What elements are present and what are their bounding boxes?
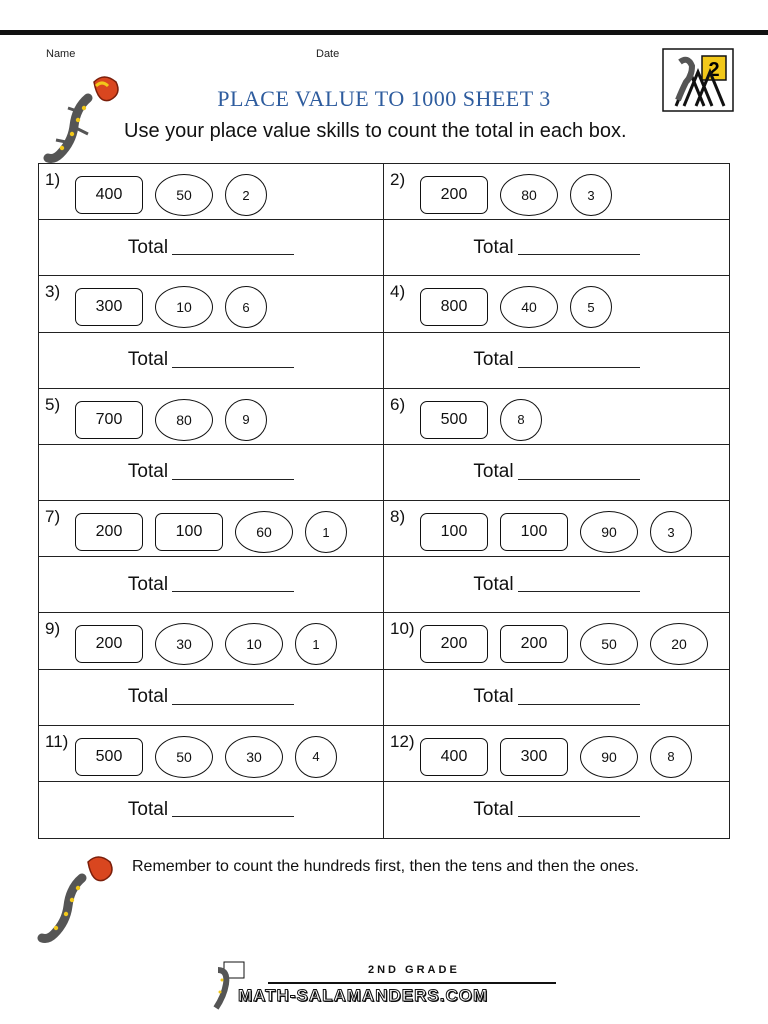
hundreds-box: 100 [420,513,488,551]
problem-cell [384,164,729,220]
hundreds-box: 200 [75,513,143,551]
total-cell [39,333,384,389]
ones-tens-circle: 8 [650,736,692,778]
ones-tens-circle: 3 [650,511,692,553]
place-value-items [75,736,337,778]
problem-number: 3) [45,282,61,302]
ones-tens-circle: 90 [580,511,638,553]
problem-number: 9) [45,619,61,639]
reminder-text: Remember to count the hundreds first, then the tens and then the ones. [132,858,639,875]
ones-tens-circle: 30 [225,736,283,778]
answer-line[interactable] [518,465,640,480]
total-label: Total [127,349,169,371]
ones-tens-circle: 5 [570,286,612,328]
place-value-items [420,174,612,216]
problem-number: 10) [390,619,415,639]
date-label: Date [316,48,340,60]
salamander-icon [36,64,136,164]
total-cell [39,557,384,613]
page-title: PLACE VALUE TO 1000 SHEET 3 [217,86,551,111]
problem-number: 1) [45,170,61,189]
total-label: Total [473,236,514,258]
total-cell [384,557,729,613]
ones-tens-circle: 80 [155,399,213,441]
place-value-items [75,511,347,553]
problem-number: 11) [45,731,69,751]
hundreds-box: 200 [420,176,488,214]
place-value-items [75,623,337,665]
ones-tens-circle: 40 [500,286,558,328]
ones-tens-circle: 80 [500,174,558,216]
instructions: Use your place value skills to count the total in each box. [124,120,627,142]
problem-cell [39,276,384,332]
hundreds-box: 300 [500,738,568,776]
problem-cell [384,276,729,332]
place-value-items [75,286,267,328]
total-cell [39,670,384,726]
name-label: Name [46,48,76,60]
total-cell [384,670,729,726]
total-cell [384,782,729,838]
place-value-items [420,511,692,553]
ones-tens-circle: 10 [225,623,283,665]
total-cell [39,782,384,838]
problem-cell [384,501,729,557]
ones-tens-circle: 20 [650,623,708,665]
top-rule [0,30,768,35]
answer-line[interactable] [518,690,640,705]
grade-badge-icon [662,48,734,112]
place-value-items [420,399,542,441]
total-label: Total [473,798,514,820]
ones-tens-circle: 10 [155,286,213,328]
hundreds-box: 400 [75,176,143,214]
total-label: Total [127,686,169,708]
ones-tens-circle: 30 [155,623,213,665]
problem-number: 5) [45,394,61,414]
footer-logo [208,956,558,1012]
problem-number: 2) [390,170,406,189]
ones-tens-circle: 50 [155,174,213,216]
footer-grade: 2ND GRADE [368,964,460,976]
problem-number: 7) [45,507,61,526]
total-label: Total [473,349,514,371]
place-value-items [420,623,708,665]
answer-line[interactable] [172,690,294,705]
hundreds-box: 200 [75,625,143,663]
hundreds-box: 500 [420,401,488,439]
problem-cell [384,726,729,782]
problem-number: 6) [390,394,406,414]
hundreds-box: 400 [420,738,488,776]
total-cell [384,445,729,501]
ones-tens-circle: 2 [225,174,267,216]
ones-tens-circle: 8 [500,399,542,441]
answer-line[interactable] [172,240,294,255]
ones-tens-circle: 9 [225,399,267,441]
hundreds-box: 700 [75,401,143,439]
total-label: Total [127,573,169,595]
problem-cell [39,501,384,557]
total-label: Total [473,573,514,595]
answer-line[interactable] [172,577,294,592]
ones-tens-circle: 90 [580,736,638,778]
hundreds-box: 800 [420,288,488,326]
grade-number: 2 [708,59,720,81]
ones-tens-circle: 3 [570,174,612,216]
answer-line[interactable] [518,802,640,817]
problem-cell [384,389,729,445]
place-value-items [420,736,692,778]
footer-brand: MATH-SALAMANDERS.COM [238,986,489,1005]
answer-line[interactable] [172,353,294,368]
total-label: Total [127,236,169,258]
problem-number: 12) [390,731,415,751]
answer-line[interactable] [172,802,294,817]
problem-cell [39,164,384,220]
hundreds-box: 200 [420,625,488,663]
total-cell [384,220,729,276]
problem-cell [39,613,384,669]
worksheet-grid [38,163,730,839]
total-cell [384,333,729,389]
total-label: Total [473,461,514,483]
total-cell [39,220,384,276]
problem-cell [39,726,384,782]
ones-tens-circle: 4 [295,736,337,778]
total-label: Total [473,686,514,708]
answer-line[interactable] [518,577,640,592]
ones-tens-circle: 1 [295,623,337,665]
ones-tens-circle: 6 [225,286,267,328]
hundreds-box: 100 [155,513,223,551]
ones-tens-circle: 1 [305,511,347,553]
answer-line[interactable] [172,465,294,480]
problem-number: 4) [390,282,406,302]
hundreds-box: 100 [500,513,568,551]
problem-number: 8) [390,507,406,526]
total-label: Total [127,798,169,820]
footer-rule [268,982,556,984]
salamander-icon [30,848,130,948]
answer-line[interactable] [518,353,640,368]
problem-cell [39,389,384,445]
hundreds-box: 300 [75,288,143,326]
place-value-items [75,399,267,441]
hundreds-box: 200 [500,625,568,663]
place-value-items [420,286,612,328]
problem-cell [384,613,729,669]
ones-tens-circle: 50 [580,623,638,665]
total-label: Total [127,461,169,483]
total-cell [39,445,384,501]
ones-tens-circle: 60 [235,511,293,553]
hundreds-box: 500 [75,738,143,776]
place-value-items [75,174,267,216]
ones-tens-circle: 50 [155,736,213,778]
answer-line[interactable] [518,240,640,255]
